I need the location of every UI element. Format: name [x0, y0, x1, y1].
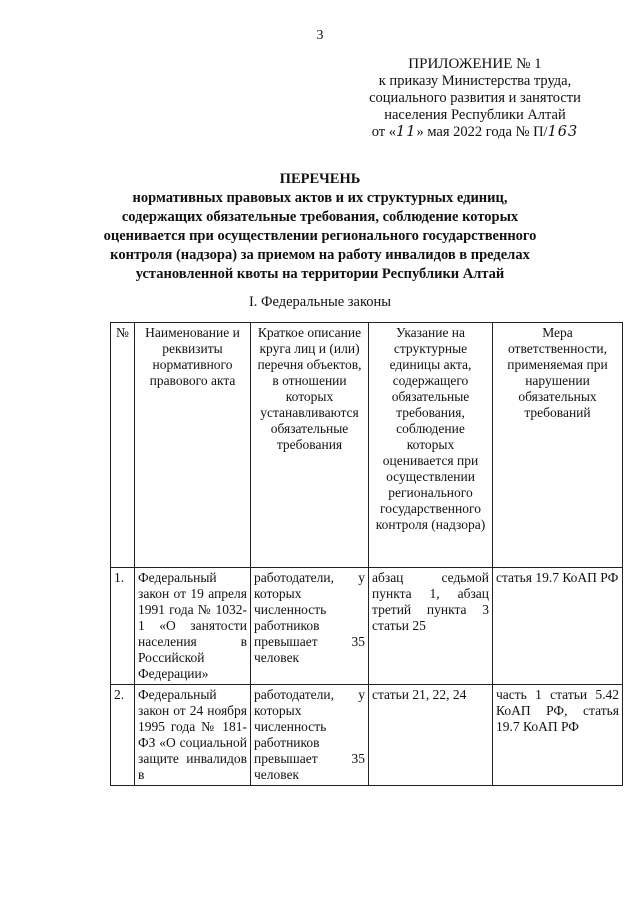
appendix-line-1: к приказу Министерства труда, — [378, 73, 572, 89]
table-row — [111, 685, 623, 786]
appendix-line-3: населения Республики Алтай — [384, 107, 566, 123]
appendix-title: ПРИЛОЖЕНИЕ № 1 — [408, 56, 542, 72]
row-structural-units: статьи 21, 22, 24 — [369, 685, 493, 786]
handwritten-day: 11 — [396, 124, 417, 140]
requirements-table — [110, 322, 623, 786]
page-number: 3 — [316, 28, 324, 43]
heading-body: нормативных правовых актов и их структурных единиц, содержащих обязательные требования, соблюдение которых оценивается при осуществлении регионального государственного контроля (надзора) за приемом на работу инвалидов в пределах установленной квоты на территории Республики Алтай — [103, 190, 537, 282]
header-number: № — [111, 323, 135, 568]
date-prefix: от « — [371, 124, 396, 140]
row-act-name: Федеральный закон от 24 ноября 1995 года № 181-ФЗ «О социальной защите инвалидов в — [135, 685, 251, 786]
handwritten-number: 163 — [547, 124, 579, 140]
appendix-block — [330, 56, 620, 141]
document-heading — [100, 170, 540, 284]
appendix-date-line — [330, 124, 620, 141]
table-header-row — [111, 323, 623, 568]
row-description: работодатели, у которых численность работников превышает 35 человек — [251, 685, 369, 786]
header-responsibility: Мера ответственности, применяемая при нарушении обязательных требований — [493, 323, 623, 568]
row-structural-units: абзац седьмой пункта 1, абзац третий пункта 3 статьи 25 — [369, 568, 493, 685]
table-row — [111, 568, 623, 685]
row-responsibility: статья 19.7 КоАП РФ — [493, 568, 623, 685]
header-act-name: Наименование и реквизиты нормативного правового акта — [135, 323, 251, 568]
row-number: 2. — [111, 685, 135, 786]
row-responsibility: часть 1 статьи 5.42 КоАП РФ, статья 19.7 КоАП РФ — [493, 685, 623, 786]
appendix-line-2: социального развития и занятости — [369, 90, 581, 106]
header-description: Краткое описание круга лиц и (или) перечня объектов, в отношении которых устанавливаются обязательные требования — [251, 323, 369, 568]
row-act-name: Федеральный закон от 19 апреля 1991 года № 1032-1 «О занятости населения в Российской Федерации» — [135, 568, 251, 685]
row-number: 1. — [111, 568, 135, 685]
heading-title: ПЕРЕЧЕНЬ — [279, 171, 361, 187]
date-suffix: » мая 2022 года № П/ — [416, 124, 548, 140]
section-title: I. Федеральные законы — [248, 294, 392, 310]
row-description: работодатели, у которых численность работников превышает 35 человек — [251, 568, 369, 685]
header-structural-units: Указание на структурные единицы акта, содержащего обязательные требования, соблюдение которых оценивается при осуществлении регионального государственного контроля (надзора) — [369, 323, 493, 568]
